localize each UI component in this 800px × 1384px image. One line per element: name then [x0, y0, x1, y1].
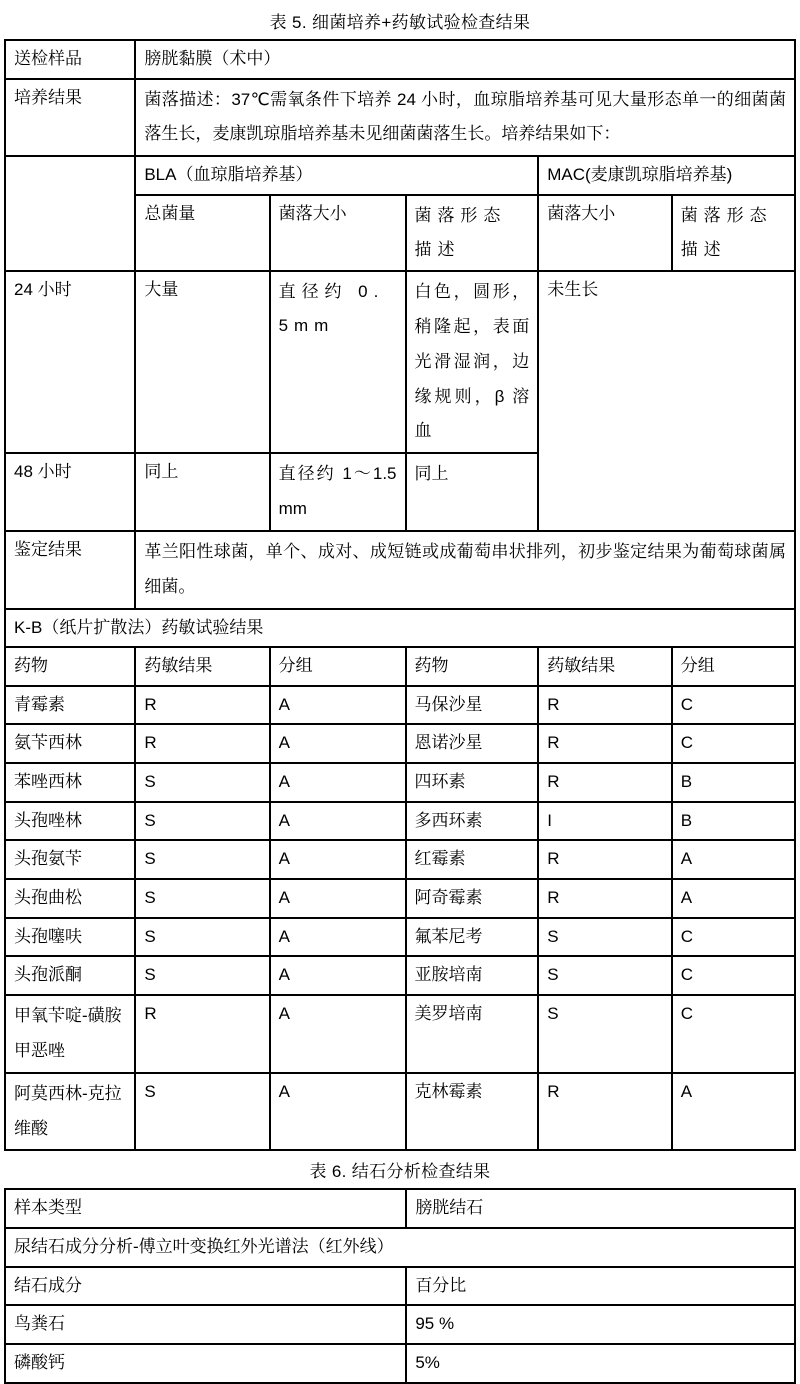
- time-48h-cell: 48 小时: [5, 453, 135, 531]
- result-header-cell: 药敏结果: [135, 647, 269, 686]
- sample-type-label-cell: 送检样品: [5, 40, 135, 79]
- culture-result-value-cell: 菌落描述：37℃需氧条件下培养 24 小时，血琼脂培养基可见大量形态单一的细菌菌落生长，麦康凯琼脂培养基未见细菌菌落生长。培养结果如下：: [135, 79, 795, 157]
- mac-colony-size-header-cell: 菌落大小: [538, 195, 672, 271]
- stone-row: [5, 1305, 795, 1344]
- group-cell: A: [270, 879, 406, 918]
- group-cell: A: [270, 686, 406, 725]
- drug-row: [5, 918, 795, 957]
- sensitivity-result-cell: S: [135, 1073, 269, 1151]
- component-header-cell: 结石成分: [5, 1267, 406, 1306]
- drug-row: [5, 995, 795, 1073]
- drug-name-cell: 阿莫西林-克拉维酸: [5, 1073, 135, 1151]
- sensitivity-result-cell: S: [538, 956, 672, 995]
- group-cell: B: [672, 763, 795, 802]
- sensitivity-result-cell: R: [135, 686, 269, 725]
- sensitivity-result-cell: R: [538, 724, 672, 763]
- drug-name-cell: 氟苯尼考: [406, 918, 539, 957]
- group-cell: C: [672, 956, 795, 995]
- group-cell: C: [672, 724, 795, 763]
- identification-value-cell: 革兰阳性球菌，单个、成对、成短链或成葡萄串状排列，初步鉴定结果为葡萄球菌属细菌。: [135, 531, 795, 609]
- drug-name-cell: 红霉素: [406, 840, 539, 879]
- drug-name-cell: 多西环素: [406, 802, 539, 841]
- drug-name-cell: 头孢噻呋: [5, 918, 135, 957]
- group-cell: B: [672, 802, 795, 841]
- drug-row: [5, 840, 795, 879]
- drug-name-cell: 甲氧苄啶-磺胺甲恶唑: [5, 995, 135, 1073]
- culture-result-row: [5, 79, 795, 157]
- morphology-24h-cell: 白色，圆形，稍隆起，表面光滑湿润，边缘规则，β 溶血: [406, 271, 539, 453]
- sensitivity-result-cell: R: [538, 763, 672, 802]
- sensitivity-result-cell: S: [135, 840, 269, 879]
- drug-name-cell: 头孢派酮: [5, 956, 135, 995]
- group-cell: A: [270, 1073, 406, 1151]
- drug-header-row: [5, 647, 795, 686]
- group-cell: A: [672, 840, 795, 879]
- sample-row: [5, 40, 795, 79]
- drug-name-cell: 恩诺沙星: [406, 724, 539, 763]
- sensitivity-result-cell: S: [135, 802, 269, 841]
- sensitivity-result-cell: S: [538, 995, 672, 1073]
- sensitivity-result-cell: S: [135, 956, 269, 995]
- sensitivity-result-cell: S: [135, 918, 269, 957]
- group-cell: C: [672, 995, 795, 1073]
- bla-header-cell: BLA（血琼脂培养基）: [135, 156, 538, 195]
- total-count-header-cell: 总菌量: [135, 195, 269, 271]
- amount-24h-cell: 大量: [135, 271, 269, 453]
- component-cell: 鸟粪石: [5, 1305, 406, 1344]
- sensitivity-result-cell: R: [538, 840, 672, 879]
- identification-row: [5, 531, 795, 609]
- bacteria-culture-table: [4, 39, 796, 1151]
- group-cell: A: [672, 879, 795, 918]
- sensitivity-result-cell: R: [135, 724, 269, 763]
- percentage-cell: 95 %: [406, 1305, 795, 1344]
- sensitivity-result-cell: S: [135, 763, 269, 802]
- drug-name-cell: 氨苄西林: [5, 724, 135, 763]
- group-cell: A: [270, 995, 406, 1073]
- drug-name-cell: 四环素: [406, 763, 539, 802]
- group-cell: C: [672, 918, 795, 957]
- drug-name-cell: 头孢唑林: [5, 802, 135, 841]
- group-cell: A: [270, 724, 406, 763]
- group-cell: A: [270, 802, 406, 841]
- sensitivity-result-cell: S: [538, 918, 672, 957]
- group-header-cell: 分组: [270, 647, 406, 686]
- group-cell: A: [270, 840, 406, 879]
- drug-row: [5, 879, 795, 918]
- drug-name-cell: 青霉素: [5, 686, 135, 725]
- stone-header-row: [5, 1267, 795, 1306]
- result-header-cell: 药敏结果: [538, 647, 672, 686]
- group-cell: A: [270, 956, 406, 995]
- drug-row: [5, 802, 795, 841]
- mac-colony-morphology-header-cell: 菌落形态描述: [672, 195, 795, 271]
- table5-title: 表 5. 细菌培养+药敏试验检查结果: [269, 13, 531, 32]
- drug-name-cell: 克林霉素: [406, 1073, 539, 1151]
- drug-name-cell: 阿奇霉素: [406, 879, 539, 918]
- sensitivity-result-cell: R: [538, 1073, 672, 1151]
- sensitivity-result-cell: R: [538, 686, 672, 725]
- specimen-row: [5, 1189, 795, 1228]
- drug-row: [5, 1073, 795, 1151]
- sensitivity-result-cell: R: [135, 995, 269, 1073]
- media-empty-cell: [5, 156, 135, 271]
- group-cell: C: [672, 686, 795, 725]
- result-24h-row: [5, 271, 795, 453]
- drug-row: [5, 956, 795, 995]
- specimen-type-value-cell: 膀胱结石: [406, 1189, 795, 1228]
- sensitivity-result-cell: R: [538, 879, 672, 918]
- drug-name-cell: 苯唑西林: [5, 763, 135, 802]
- group-header-cell: 分组: [672, 647, 795, 686]
- sensitivity-result-cell: I: [538, 802, 672, 841]
- specimen-type-label-cell: 样本类型: [5, 1189, 406, 1228]
- drug-row: [5, 763, 795, 802]
- drug-name-cell: 亚胺培南: [406, 956, 539, 995]
- drug-row: [5, 724, 795, 763]
- time-24h-cell: 24 小时: [5, 271, 135, 453]
- drug-header-cell: 药物: [5, 647, 135, 686]
- sensitivity-result-cell: S: [135, 879, 269, 918]
- amount-48h-cell: 同上: [135, 453, 269, 531]
- drug-name-cell: 头孢曲松: [5, 879, 135, 918]
- method-row: [5, 1228, 795, 1267]
- method-cell: 尿结石成分分析-傅立叶变换红外光谱法（红外线）: [5, 1228, 795, 1267]
- component-cell: 磷酸钙: [5, 1344, 406, 1383]
- stone-row: [5, 1344, 795, 1383]
- table6-title: 表 6. 结石分析检查结果: [309, 1162, 491, 1182]
- sample-type-value-cell: 膀胱黏膜（术中）: [135, 40, 795, 79]
- media-header-row: [5, 156, 795, 195]
- group-cell: A: [672, 1073, 795, 1151]
- colony-morphology-header-cell: 菌落形态描述: [406, 195, 539, 271]
- identification-label-cell: 鉴定结果: [5, 531, 135, 609]
- kb-section-header-cell: K-B（纸片扩散法）药敏试验结果: [5, 609, 795, 648]
- size-24h-cell: 直径约 0.5mm: [270, 271, 406, 453]
- morphology-48h-cell: 同上: [406, 453, 539, 531]
- drug-header-cell: 药物: [406, 647, 539, 686]
- drug-name-cell: 马保沙星: [406, 686, 539, 725]
- colony-size-header-cell: 菌落大小: [270, 195, 406, 271]
- drug-name-cell: 头孢氨苄: [5, 840, 135, 879]
- drug-name-cell: 美罗培南: [406, 995, 539, 1073]
- kb-section-header-row: [5, 609, 795, 648]
- stone-analysis-table: [4, 1188, 796, 1383]
- group-cell: A: [270, 763, 406, 802]
- group-cell: A: [270, 918, 406, 957]
- mac-result-cell: 未生长: [538, 271, 795, 531]
- percentage-cell: 5%: [406, 1344, 795, 1383]
- percentage-header-cell: 百分比: [406, 1267, 795, 1306]
- mac-header-cell: MAC(麦康凯琼脂培养基): [538, 156, 795, 195]
- size-48h-cell: 直径约 1～1.5mm: [270, 453, 406, 531]
- drug-row: [5, 686, 795, 725]
- culture-result-label-cell: 培养结果: [5, 79, 135, 157]
